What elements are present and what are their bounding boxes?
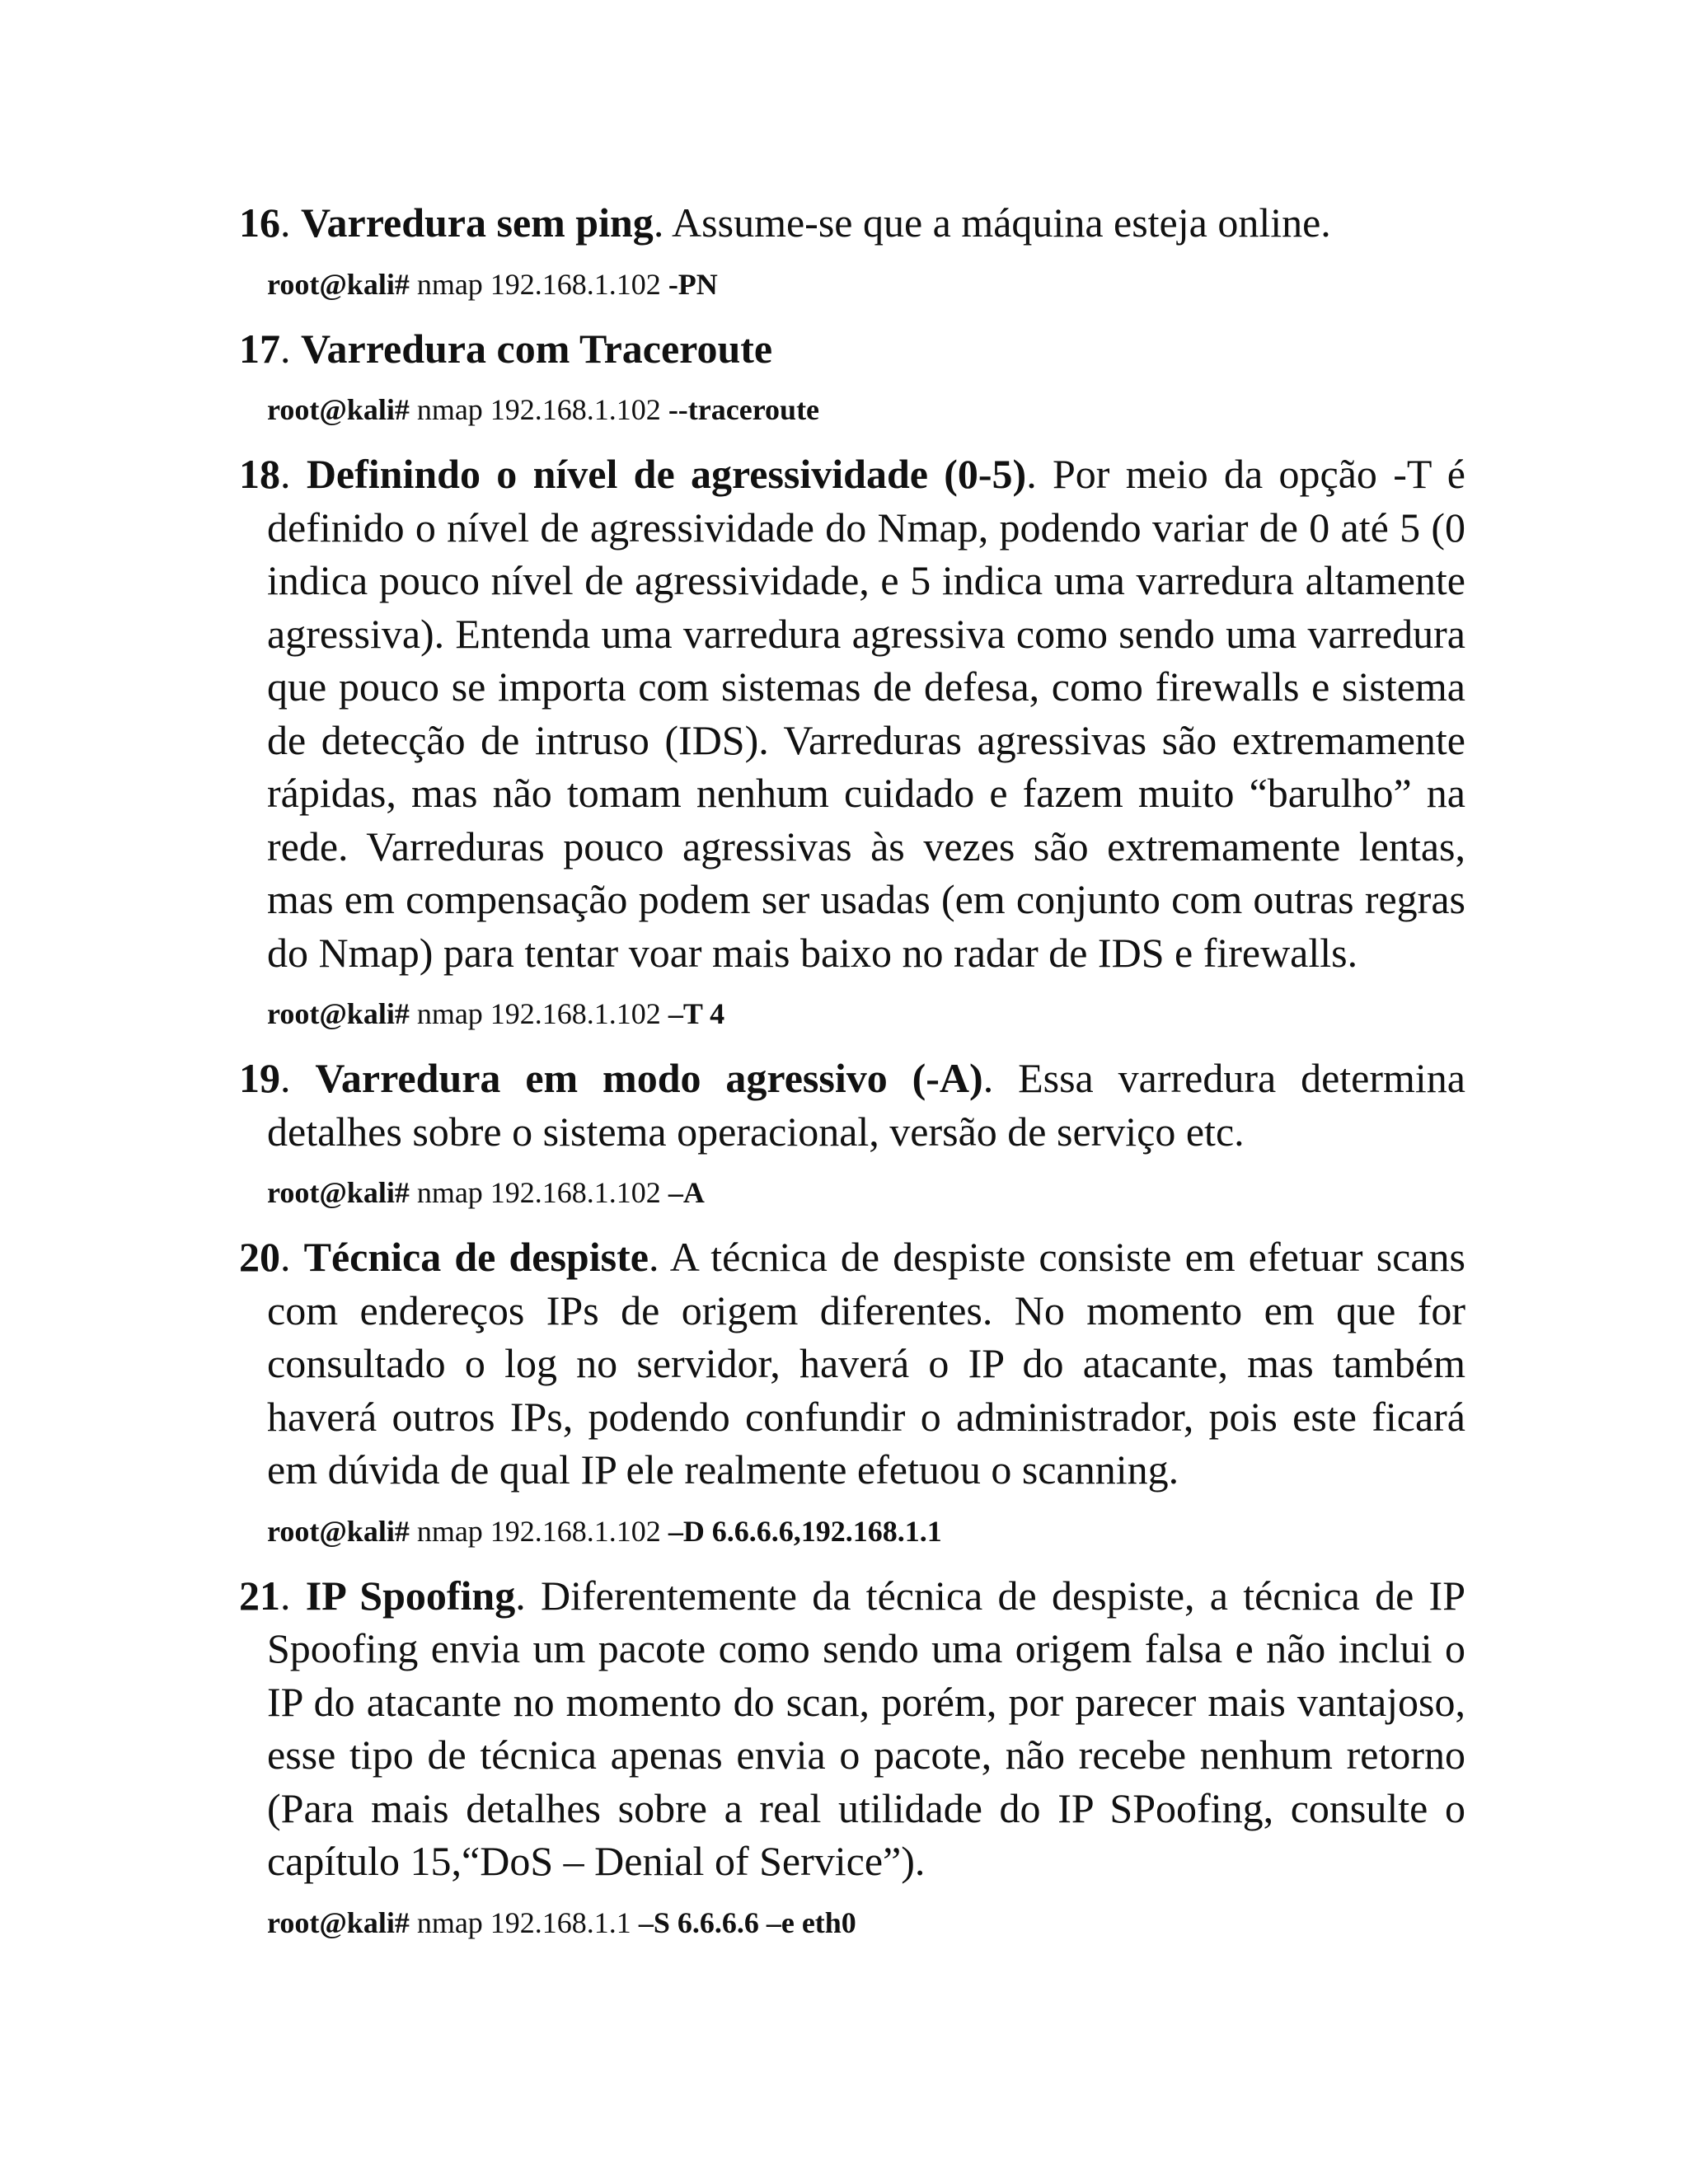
- shell-prompt: root@kali#: [267, 267, 410, 301]
- section-number: 21: [239, 1572, 280, 1619]
- command-base: nmap 192.168.1.1: [409, 1905, 639, 1939]
- section-heading: Varredura em modo agressivo (-A): [315, 1055, 983, 1101]
- section-heading: IP Spoofing: [305, 1572, 516, 1619]
- command-flags: --traceroute: [668, 393, 820, 426]
- section-19: 19. Varredura em modo agressivo (-A). Essa varredura determina detalhes sobre o sistema operacional, versão de serviço etc.: [239, 1055, 1465, 1155]
- section-number: 18: [239, 451, 280, 497]
- command-flags: –A: [668, 1176, 705, 1209]
- command-flags: -PN: [668, 267, 718, 301]
- section-text: Essa varredura determina detalhes sobre o sistema operacional, versão de serviço etc.: [267, 1055, 1465, 1155]
- shell-prompt: root@kali#: [267, 1514, 410, 1548]
- command-base: nmap 192.168.1.102: [409, 1176, 668, 1209]
- section-heading: Varredura sem ping: [301, 199, 654, 246]
- section-heading: Técnica de despiste: [303, 1234, 649, 1280]
- command-flags: –D 6.6.6.6,192.168.1.1: [668, 1514, 942, 1548]
- command-line: [267, 994, 1465, 1033]
- command-line: [267, 390, 1465, 429]
- section-heading: Varredura com Traceroute: [301, 325, 773, 372]
- section-17: 17. Varredura com Traceroute: [239, 325, 773, 372]
- section-21: 21. IP Spoofing. Diferentemente da técnica de despiste, a técnica de IP Spoofing envia um pacote como sendo uma origem falsa e não inclui o IP do atacante no momento do scan, porém, por parecer mais vantajoso, esse tipo de técnica apenas envia o pacote, não recebe nenhum retorno (Para mais detalhes sobre a real utilidade do IP SPoofing, consulte o capítulo 15,“DoS – Denial of Service”).: [239, 1572, 1465, 1884]
- command-line: [267, 1511, 1465, 1551]
- page-content: [239, 196, 1465, 1943]
- section-number: 20: [239, 1234, 280, 1280]
- section-number: 16: [239, 199, 280, 246]
- section-text: A técnica de despiste consiste em efetuar scans com endereços IPs de origem diferentes. No momento em que for consultado o log no servidor, haverá o IP do atacante, mas também haverá outros IPs, podendo confundir o administrador, pois este ficará em dúvida de qual IP ele realmente efetuou o scanning.: [267, 1234, 1465, 1493]
- shell-prompt: root@kali#: [267, 1176, 410, 1209]
- command-flags: –T 4: [668, 997, 725, 1030]
- section-text: Por meio da opção -T é definido o nível de agressividade do Nmap, podendo variar de 0 até 5 (0 indica pouco nível de agressividade, e 5 indica uma varredura altamente agressiva). Entenda uma varredura agressiva como sendo uma varredura que pouco se importa com sistemas de defesa, como firewalls e sistema de detecção de intruso (IDS). Varreduras agressivas são extremamente rápidas, mas não tomam nenhum cuidado e fazem muito “barulho” na rede. Varreduras pouco agressivas às vezes são extremamente lentas, mas em compensação podem ser usadas (em conjunto com outras regras do Nmap) para tentar voar mais baixo no radar de IDS e firewalls.: [267, 451, 1465, 976]
- section-18: 18. Definindo o nível de agressividade (0-5). Por meio da opção -T é definido o nível de agressividade do Nmap, podendo variar de 0 até 5 (0 indica pouco nível de agressividade, e 5 indica uma varredura altamente agressiva). Entenda uma varredura agressiva como sendo uma varredura que pouco se importa com sistemas de defesa, como firewalls e sistema de detecção de intruso (IDS). Varreduras agressivas são extremamente rápidas, mas não tomam nenhum cuidado e fazem muito “barulho” na rede. Varreduras pouco agressivas às vezes são extremamente lentas, mas em compensação podem ser usadas (em conjunto com outras regras do Nmap) para tentar voar mais baixo no radar de IDS e firewalls.: [239, 451, 1465, 976]
- section-number: 19: [239, 1055, 280, 1101]
- command-base: nmap 192.168.1.102: [409, 267, 668, 301]
- section-number: 17: [239, 325, 280, 372]
- command-line: [267, 1173, 1465, 1212]
- section-16: 16. Varredura sem ping. Assume-se que a máquina esteja online.: [239, 199, 1331, 246]
- command-base: nmap 192.168.1.102: [409, 1514, 668, 1548]
- shell-prompt: root@kali#: [267, 393, 410, 426]
- section-text: Assume-se que a máquina esteja online.: [663, 199, 1331, 246]
- command-base: nmap 192.168.1.102: [409, 997, 668, 1030]
- shell-prompt: root@kali#: [267, 1905, 410, 1939]
- section-text: Diferentemente da técnica de despiste, a técnica de IP Spoofing envia um pacote como sendo uma origem falsa e não inclui o IP do atacante no momento do scan, porém, por parecer mais vantajoso, esse tipo de técnica apenas envia o pacote, não recebe nenhum retorno (Para mais detalhes sobre a real utilidade do IP SPoofing, consulte o capítulo 15,“DoS – Denial of Service”).: [267, 1572, 1465, 1884]
- section-20: 20. Técnica de despiste. A técnica de despiste consiste em efetuar scans com endereços IPs de origem diferentes. No momento em que for consultado o log no servidor, haverá o IP do atacante, mas também haverá outros IPs, podendo confundir o administrador, pois este ficará em dúvida de qual IP ele realmente efetuou o scanning.: [239, 1234, 1465, 1493]
- shell-prompt: root@kali#: [267, 997, 410, 1030]
- command-line: [267, 265, 1465, 304]
- command-flags: –S 6.6.6.6 –e eth0: [638, 1905, 856, 1939]
- command-base: nmap 192.168.1.102: [409, 393, 668, 426]
- section-heading: Definindo o nível de agressividade (0-5): [306, 451, 1027, 497]
- command-line: [267, 1903, 1465, 1943]
